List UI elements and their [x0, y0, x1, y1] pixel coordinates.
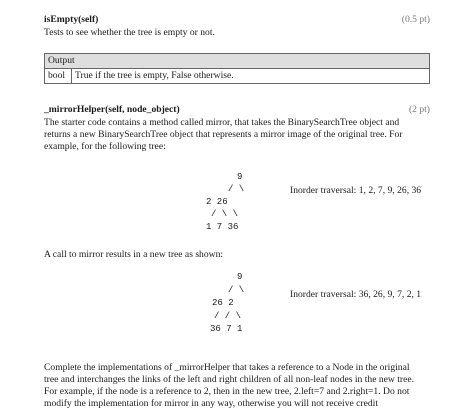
output-table [44, 53, 430, 84]
isempty-signature: isEmpty(self) [44, 14, 99, 25]
mirror-signature: _mirrorHelper(self, node_object) [44, 104, 180, 115]
tree2-branches: / \ [228, 285, 245, 295]
mirror-description-line: example, for the following tree: [44, 141, 166, 152]
isempty-points: (0.5 pt) [401, 14, 430, 25]
tree2-root: 9 [237, 272, 243, 282]
isempty-description: Tests to see whether the tree is empty or not. [44, 27, 215, 38]
call-description: A call to mirror results in a new tree as shown: [44, 249, 224, 260]
tree2-inorder-traversal: Inorder traversal: 36, 26, 9, 7, 2, 1 [290, 289, 422, 300]
mirror-description [44, 117, 430, 153]
instructions-line: modify the implementation for mirror in any way, otherwise you will not receive credit [44, 398, 378, 409]
tree1-branches2: / \ \ [211, 209, 239, 219]
tree2-leaves: 36 7 1 [210, 324, 243, 334]
tree2-branches2: / / \ [214, 311, 242, 321]
instructions-line: For example, if the node is a reference to 2, then in the new tree, 2.left=7 and 2.right=1. Do not [44, 386, 410, 397]
instructions-line: tree and interchanges the links of the left and right children of all non-leaf nodes in the new tree. [44, 374, 415, 385]
output-description-cell: True if the tree is empty, False otherwise. [72, 69, 430, 84]
mirror-points: (2 pt) [408, 104, 430, 115]
instructions-paragraph [44, 362, 430, 410]
output-table-header: Output [45, 54, 430, 69]
tree1-branches: / \ [228, 184, 245, 194]
tree2-level2: 26 2 [212, 298, 234, 308]
mirror-description-line: The starter code contains a method called mirror, that takes the BinarySearchTree object and [44, 117, 400, 128]
tree1-level2: 2 26 [206, 197, 228, 207]
tree1-leaves: 1 7 36 [206, 222, 239, 232]
tree1-root: 9 [237, 172, 243, 182]
tree1-inorder-traversal: Inorder traversal: 1, 2, 7, 9, 26, 36 [290, 185, 422, 196]
output-type-cell: bool [45, 69, 72, 84]
instructions-line: Complete the implementations of _mirrorHelper that takes a reference to a Node in the original [44, 362, 410, 373]
mirror-description-line: returns a new BinarySearchTree object that represents a mirror image of the original tree. For [44, 129, 403, 140]
